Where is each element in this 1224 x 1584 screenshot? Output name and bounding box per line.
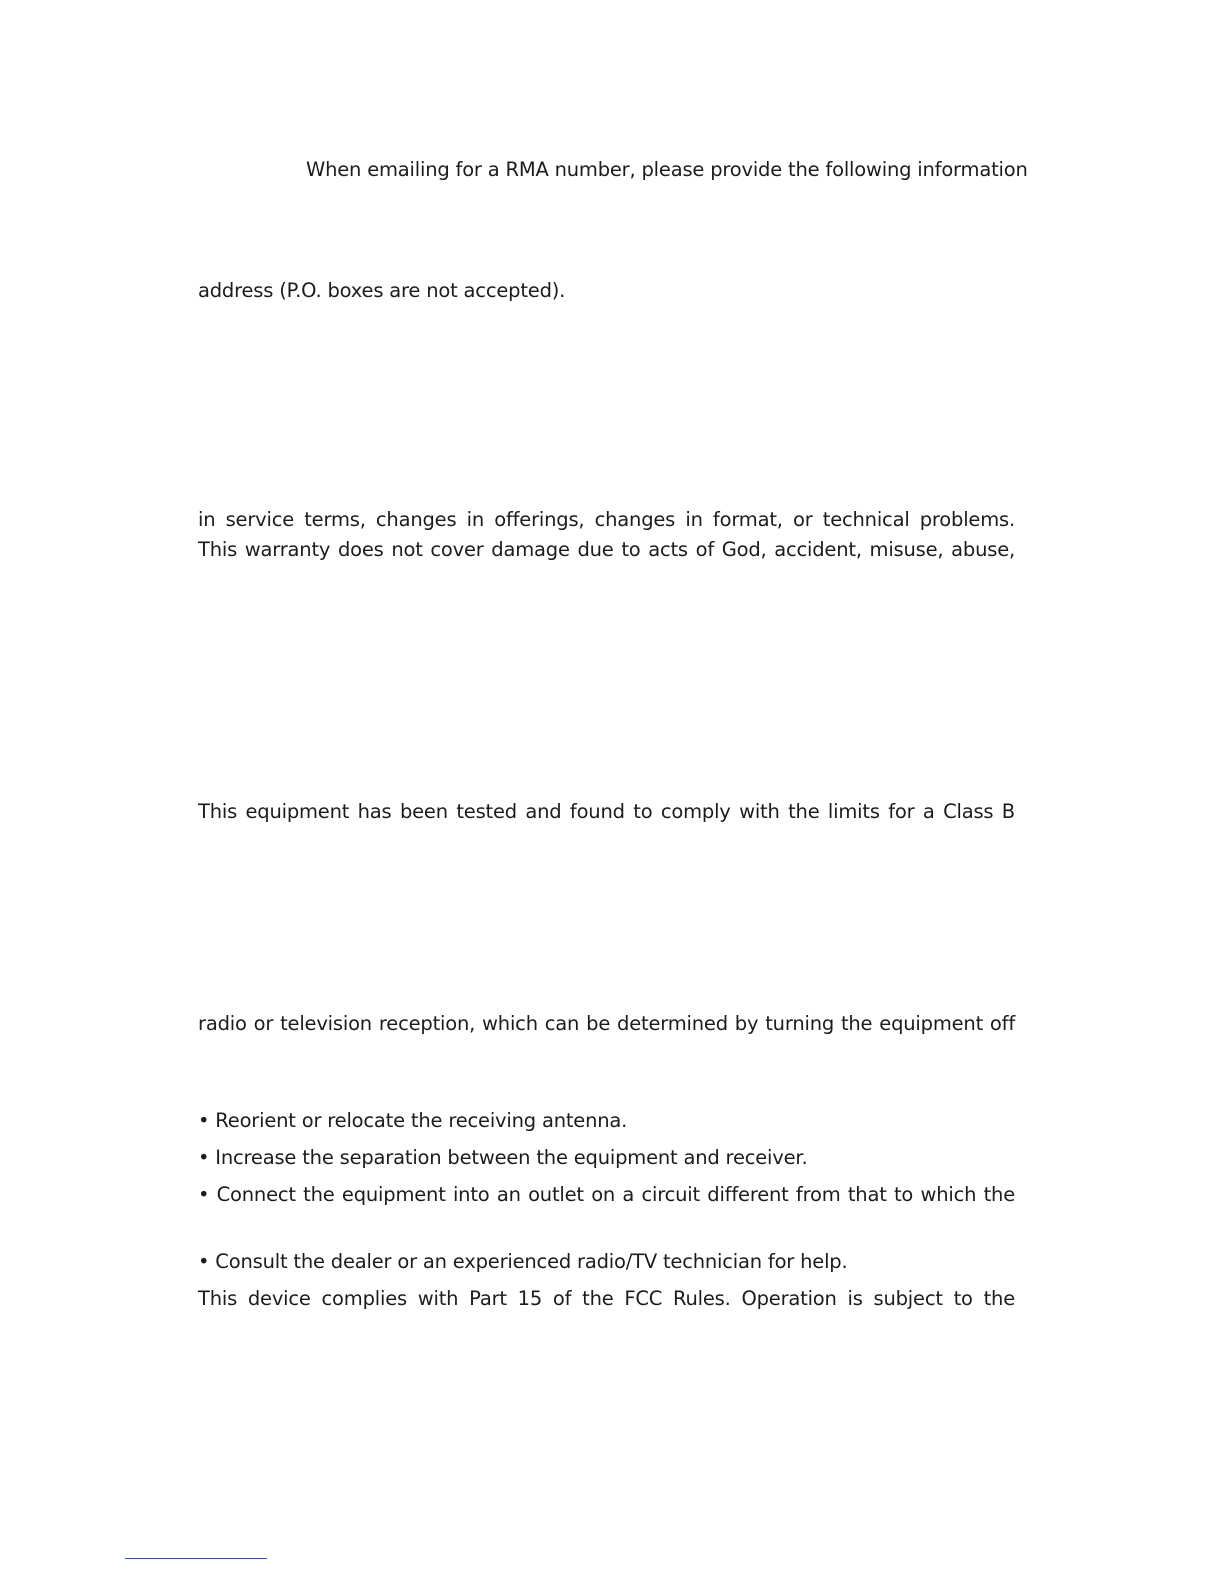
- bullet-increase-separation: • Increase the separation between the equipment and receiver.: [198, 1146, 808, 1169]
- interference-line: radio or television reception, which can be determined by turning the equipment off: [198, 1012, 1015, 1035]
- warranty-exclusion-line: This warranty does not cover damage due to acts of God, accident, misuse, abuse,: [198, 538, 1015, 561]
- bullet-reorient-antenna: • Reorient or relocate the receiving antenna.: [198, 1109, 628, 1132]
- bullet-consult-dealer: • Consult the dealer or an experienced radio/TV technician for help.: [198, 1250, 848, 1273]
- service-terms-line: in service terms, changes in offerings, changes in format, or technical problems.: [198, 508, 1015, 531]
- fcc-tested-line: This equipment has been tested and found to comply with the limits for a Class B: [198, 800, 1015, 823]
- part15-compliance-line: This device complies with Part 15 of the FCC Rules. Operation is subject to the: [198, 1287, 1015, 1310]
- rma-request-line: When emailing for a RMA number, please provide the following information: [306, 158, 1028, 181]
- footnote-divider: [125, 1558, 267, 1559]
- bullet-different-outlet: • Connect the equipment into an outlet on a circuit different from that to which the: [198, 1183, 1015, 1206]
- address-note-line: address (P.O. boxes are not accepted).: [198, 279, 566, 302]
